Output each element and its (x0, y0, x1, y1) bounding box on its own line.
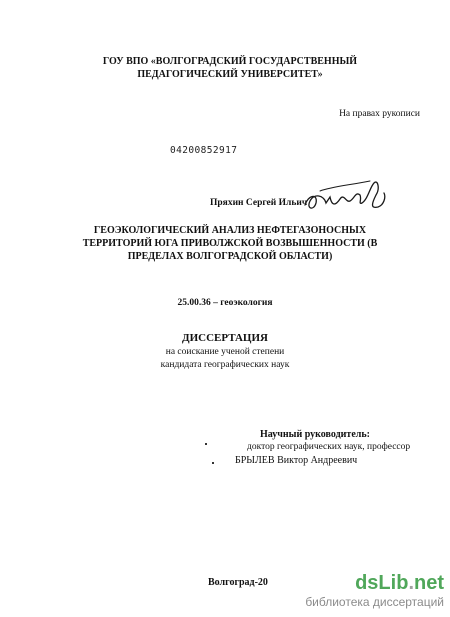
supervisor-heading: Научный руководитель: (260, 429, 370, 440)
signature-image (300, 173, 390, 218)
scan-speck (205, 443, 207, 445)
watermark-logo-main: dsLib (355, 572, 409, 594)
rights-note: На правах рукописи (339, 109, 420, 119)
document-type: ДИССЕРТАЦИЯ (182, 332, 268, 344)
dissertation-title: ГЕОЭКОЛОГИЧЕСКИЙ АНАЛИЗ НЕФТЕГАЗОНОСНЫХ ТЕРРИТОРИЙ ЮГА ПРИВОЛЖСКОЙ ВОЗВЫШЕННОСТИ (В ПРЕДЕЛАХ ВОЛГОГРАДСКОЙ ОБЛАСТИ) (82, 225, 378, 262)
supervisor-title: доктор географических наук, профессор (247, 442, 411, 452)
author-name: Пряхин Сергей Ильич (210, 198, 308, 208)
scan-speck (212, 462, 214, 464)
watermark-logo (305, 573, 444, 593)
watermark-subtitle: библиотека диссертаций (305, 595, 444, 609)
registration-code: 04200852917 (170, 145, 238, 156)
degree-line-2: кандидата географических наук (160, 360, 290, 370)
watermark (305, 573, 444, 609)
city-year: Волгоград-20 (208, 577, 268, 588)
supervisor-name: БРЫЛЕВ Виктор Андреевич (235, 455, 358, 466)
degree-line-1: на соискание ученой степени (165, 347, 285, 357)
specialty-code: 25.00.36 – геоэкология (177, 298, 273, 308)
watermark-logo-tld: net (414, 572, 444, 594)
watermark-logo-dot: . (408, 572, 414, 594)
organization-header: ГОУ ВПО «ВОЛГОГРАДСКИЙ ГОСУДАРСТВЕННЫЙ ПЕДАГОГИЧЕСКИЙ УНИВЕРСИТЕТ» (102, 56, 358, 80)
